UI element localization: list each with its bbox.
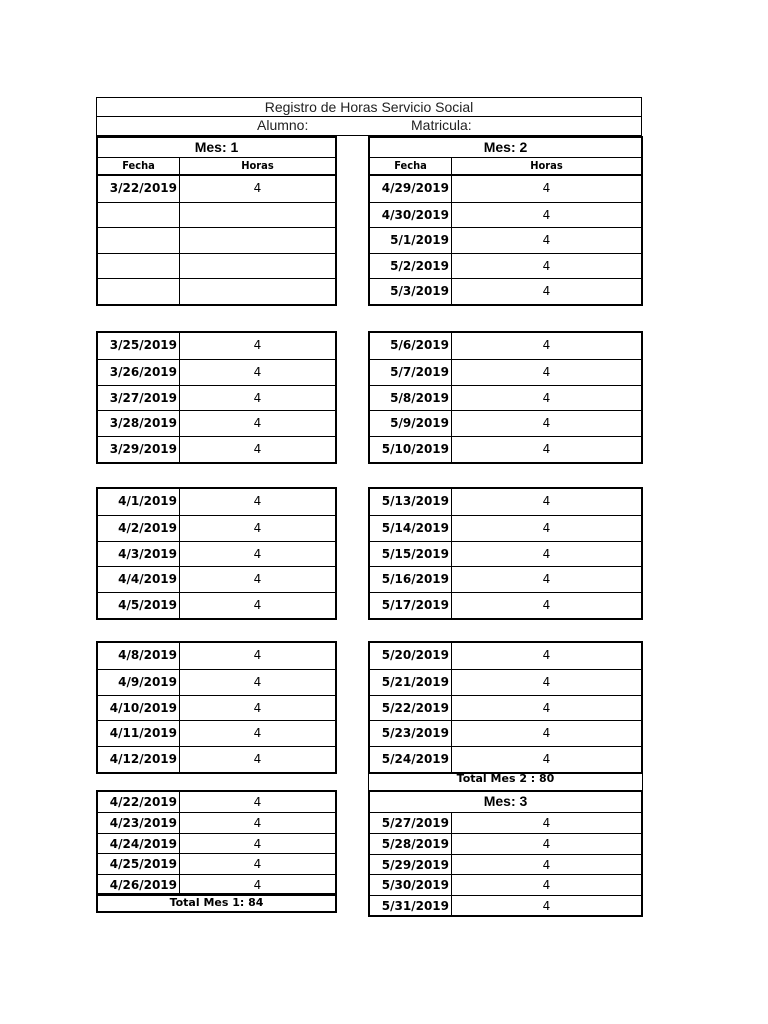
hours-cell: 4	[253, 598, 262, 613]
hours-cell: 4	[253, 546, 262, 561]
horas-header: Horas	[530, 159, 563, 172]
table-row	[98, 566, 335, 592]
table-row	[370, 333, 641, 359]
hours-cell: 4	[253, 338, 262, 352]
table-row	[98, 746, 335, 772]
date-cell: 3/29/2019	[98, 437, 180, 462]
hours-cell: 4	[542, 258, 551, 273]
date-cell: 5/6/2019	[370, 333, 452, 359]
hours-cell	[180, 228, 335, 253]
hours-cell: 4	[542, 390, 551, 405]
date-cell: 4/30/2019	[370, 203, 452, 228]
total-mes-2: Total Mes 2 : 80	[368, 770, 643, 790]
hours-cell: 4	[253, 390, 262, 405]
table-row	[98, 853, 335, 873]
hours-cell: 4	[542, 233, 551, 248]
hours-cell: 4	[253, 674, 262, 689]
right-block-3	[368, 487, 643, 620]
hours-cell: 4	[542, 364, 551, 379]
date-cell: 5/14/2019	[370, 516, 452, 541]
hours-cell: 4	[253, 520, 262, 535]
table-row	[98, 359, 335, 385]
date-cell: 5/3/2019	[370, 279, 452, 304]
table-row	[98, 202, 335, 228]
horas-header: Horas	[241, 159, 274, 172]
hours-cell: 4	[253, 442, 262, 457]
hours-cell: 4	[542, 700, 551, 715]
date-cell: 4/4/2019	[98, 567, 180, 592]
left-mes-title: Mes: 1	[98, 138, 335, 158]
hours-cell: 4	[542, 598, 551, 613]
date-cell: 4/12/2019	[98, 747, 180, 772]
hours-cell: 4	[253, 648, 262, 662]
hours-cell: 4	[253, 795, 262, 809]
left-block-4	[96, 641, 337, 774]
date-cell: 4/2/2019	[98, 516, 180, 541]
table-row	[370, 833, 641, 853]
table-row	[98, 695, 335, 721]
table-row	[98, 643, 335, 669]
hours-cell: 4	[253, 416, 262, 431]
table-row	[370, 227, 641, 253]
date-cell: 5/27/2019	[370, 813, 452, 833]
table-row	[370, 813, 641, 833]
matricula-label: Matricula:	[411, 117, 472, 133]
date-cell: 3/26/2019	[98, 360, 180, 385]
date-cell	[98, 254, 180, 279]
hours-cell: 4	[253, 836, 262, 851]
table-row	[370, 720, 641, 746]
hours-cell: 4	[253, 877, 262, 892]
date-cell: 5/9/2019	[370, 411, 452, 436]
right-block-1	[368, 136, 643, 306]
date-cell: 4/9/2019	[98, 670, 180, 695]
hours-cell	[180, 279, 335, 304]
mes3-title: Mes: 3	[370, 792, 641, 813]
hours-cell: 4	[253, 857, 262, 872]
date-cell: 3/27/2019	[98, 386, 180, 411]
right-block-2	[368, 331, 643, 464]
table-row	[370, 854, 641, 874]
table-row	[98, 874, 335, 894]
table-row	[370, 874, 641, 894]
date-cell: 4/25/2019	[98, 854, 180, 873]
date-cell: 5/8/2019	[370, 386, 452, 411]
hours-cell: 4	[542, 207, 551, 222]
hours-cell: 4	[542, 752, 551, 767]
date-cell: 4/23/2019	[98, 813, 180, 832]
date-cell: 4/22/2019	[98, 792, 180, 812]
table-row	[370, 895, 641, 915]
date-cell: 3/22/2019	[98, 176, 180, 202]
date-cell: 3/28/2019	[98, 411, 180, 436]
date-cell: 5/30/2019	[370, 875, 452, 894]
left-block-5	[96, 790, 337, 896]
table-row	[370, 176, 641, 202]
date-cell: 5/17/2019	[370, 593, 452, 618]
hours-cell: 4	[542, 837, 551, 852]
hours-cell: 4	[542, 898, 551, 913]
date-cell: 5/20/2019	[370, 643, 452, 669]
hours-cell: 4	[542, 857, 551, 872]
date-cell: 4/29/2019	[370, 176, 452, 202]
date-cell: 5/22/2019	[370, 696, 452, 721]
hours-cell: 4	[542, 494, 551, 508]
table-row	[98, 720, 335, 746]
table-row	[98, 385, 335, 411]
date-cell	[98, 279, 180, 304]
hours-cell: 4	[542, 572, 551, 587]
date-cell: 5/7/2019	[370, 360, 452, 385]
date-cell: 5/13/2019	[370, 489, 452, 515]
fecha-header: Fecha	[98, 158, 180, 174]
hours-cell: 4	[542, 816, 551, 830]
hours-cell: 4	[253, 572, 262, 587]
table-row	[98, 515, 335, 541]
hours-cell: 4	[542, 546, 551, 561]
hours-cell: 4	[253, 700, 262, 715]
hours-cell	[180, 203, 335, 228]
table-row	[370, 253, 641, 279]
table-row	[98, 833, 335, 853]
hours-cell: 4	[542, 520, 551, 535]
table-row	[98, 812, 335, 832]
hours-cell: 4	[253, 181, 262, 195]
table-row	[98, 541, 335, 567]
total-mes-1: Total Mes 1: 84	[96, 893, 337, 913]
date-cell: 5/23/2019	[370, 721, 452, 746]
hours-cell	[180, 254, 335, 279]
alumno-label: Alumno:	[257, 117, 309, 133]
table-row	[370, 436, 641, 462]
fecha-header: Fecha	[370, 158, 452, 174]
table-row	[98, 253, 335, 279]
date-cell: 5/2/2019	[370, 254, 452, 279]
date-cell: 4/10/2019	[98, 696, 180, 721]
table-row	[370, 202, 641, 228]
left-block-1	[96, 136, 337, 306]
date-cell: 4/11/2019	[98, 721, 180, 746]
table-row	[370, 541, 641, 567]
date-cell: 5/10/2019	[370, 437, 452, 462]
hours-cell: 4	[542, 442, 551, 457]
date-cell: 5/15/2019	[370, 542, 452, 567]
hours-cell: 4	[253, 816, 262, 831]
table-row	[370, 385, 641, 411]
date-cell: 4/3/2019	[98, 542, 180, 567]
hours-cell: 4	[542, 674, 551, 689]
table-row	[370, 489, 641, 515]
column-header-row	[370, 158, 641, 176]
table-row	[370, 410, 641, 436]
date-cell: 5/16/2019	[370, 567, 452, 592]
table-row	[370, 746, 641, 772]
date-cell: 5/1/2019	[370, 228, 452, 253]
hours-cell: 4	[253, 726, 262, 741]
table-row	[98, 278, 335, 304]
date-cell: 3/25/2019	[98, 333, 180, 359]
hours-cell: 4	[542, 878, 551, 893]
hours-cell: 4	[253, 752, 262, 767]
date-cell	[98, 228, 180, 253]
table-row	[370, 669, 641, 695]
date-cell: 4/5/2019	[98, 593, 180, 618]
table-row	[98, 669, 335, 695]
student-info-row	[96, 116, 642, 136]
left-block-2	[96, 331, 337, 464]
date-cell: 4/24/2019	[98, 834, 180, 853]
right-mes3-block	[368, 790, 643, 917]
date-cell: 5/31/2019	[370, 896, 452, 915]
table-row	[98, 792, 335, 812]
left-block-3	[96, 487, 337, 620]
right-mes-title: Mes: 2	[370, 138, 641, 158]
date-cell	[98, 203, 180, 228]
table-row	[370, 592, 641, 618]
hours-cell: 4	[542, 726, 551, 741]
right-block-4	[368, 641, 643, 774]
table-row	[370, 695, 641, 721]
table-row	[370, 643, 641, 669]
sheet-title: Registro de Horas Servicio Social	[96, 97, 642, 117]
table-row	[98, 489, 335, 515]
hours-cell: 4	[542, 648, 551, 662]
table-row	[370, 515, 641, 541]
table-row	[98, 436, 335, 462]
table-row	[98, 227, 335, 253]
table-row	[98, 592, 335, 618]
hours-cell: 4	[542, 284, 551, 299]
table-row	[98, 410, 335, 436]
table-row	[98, 176, 335, 202]
date-cell: 4/26/2019	[98, 875, 180, 894]
table-row	[370, 278, 641, 304]
hours-cell: 4	[542, 416, 551, 431]
hours-cell: 4	[542, 338, 551, 352]
table-row	[370, 359, 641, 385]
date-cell: 5/24/2019	[370, 747, 452, 772]
date-cell: 5/21/2019	[370, 670, 452, 695]
hours-cell: 4	[542, 181, 551, 195]
table-row	[98, 333, 335, 359]
date-cell: 4/8/2019	[98, 643, 180, 669]
date-cell: 4/1/2019	[98, 489, 180, 515]
hours-cell: 4	[253, 494, 262, 508]
date-cell: 5/29/2019	[370, 855, 452, 874]
hours-cell: 4	[253, 364, 262, 379]
table-row	[370, 566, 641, 592]
date-cell: 5/28/2019	[370, 834, 452, 853]
column-header-row	[98, 158, 335, 176]
